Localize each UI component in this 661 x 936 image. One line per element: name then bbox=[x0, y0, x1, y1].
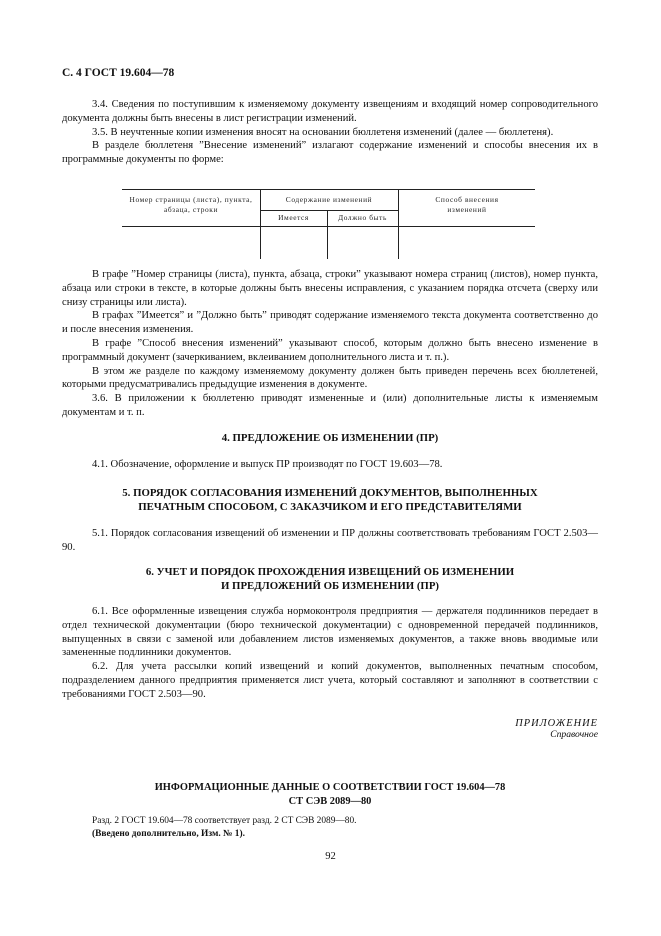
info-text bbox=[92, 815, 357, 841]
info-title: ИНФОРМАЦИОННЫЕ ДАННЫЕ О СООТВЕТСТВИИ ГОСТ 19.604—78 СТ СЭВ 2089—80 bbox=[154, 782, 506, 807]
paragraph-bulletin-intro: В разделе бюллетеня ”Внесение изменений” излагают содержание изменений и способы внесения их в программные документы по форме: bbox=[62, 140, 598, 166]
paragraph-3-6: 3.6. В приложении к бюллетеню приводят измененные и (или) дополнительные листы к изменяемым документам и т. п. bbox=[62, 393, 598, 418]
info-line-2: (Введено дополнительно, Изм. № 1). bbox=[92, 829, 245, 839]
paragraph-existing-column: В графах ”Имеется” и ”Должно быть” приводят содержание изменяемого текста документа соответственно до и после внесения изменения. bbox=[62, 310, 598, 336]
section-5-title: 5. ПОРЯДОК СОГЛАСОВАНИЯ ИЗМЕНЕНИЙ ДОКУМЕНТОВ, ВЫПОЛНЕННЫХ ПЕЧАТНЫМ СПОСОБОМ, С ЗАКАЗЧИКОМ И ЕГО ПРЕДСТАВИТЕЛЯМИ bbox=[122, 487, 538, 513]
info-line-1: Разд. 2 ГОСТ 19.604—78 соответствует разд. 2 СТ СЭВ 2089—80. bbox=[92, 816, 357, 826]
column-change-method: Способ внесения изменений bbox=[435, 195, 499, 214]
paragraph-method-column: В графе ”Способ внесения изменений” указывают способ, которым должно быть внесено изменение в программный документ (зачеркиванием, вклеиванием дополнительного листа и т. п.). bbox=[62, 337, 598, 363]
appendix-label: ПРИЛОЖЕНИЕ Справочное bbox=[515, 718, 598, 740]
middle-paragraphs bbox=[62, 268, 598, 420]
paragraph-bulletin-list: В этом же разделе по каждому изменяемому документу должен быть приведен перечень всех бюллетеней, которыми предусматривались предыдущие изменения в документе. bbox=[62, 365, 598, 391]
paragraph-3-4: 3.4. Сведения по поступившим к изменяемому документу извещениям и входящий номер сопроводительного документа должны быть внесены в лист регистрации изменений. bbox=[62, 99, 598, 124]
page-number: 92 bbox=[325, 851, 336, 862]
section-6 bbox=[62, 566, 598, 593]
section-4 bbox=[62, 432, 598, 446]
paragraph-4-1: 4.1. Обозначение, оформление и выпуск ПР производят по ГОСТ 19.603—78. bbox=[92, 459, 443, 470]
change-form-table bbox=[122, 189, 535, 259]
section-5 bbox=[62, 487, 598, 514]
section-6-title: 6. УЧЕТ И ПОРЯДОК ПРОХОЖДЕНИЯ ИЗВЕЩЕНИЙ ОБ ИЗМЕНЕНИИ И ПРЕДЛОЖЕНИЙ ОБ ИЗМЕНЕНИИ (ПР) bbox=[145, 566, 515, 592]
paragraph-page-number-column: В графе ”Номер страницы (листа), пункта, абзаца, строки” указывают номера страниц (листов), номер пункта, абзаца или строки в тексте, в которые должны быть внесены исправления, с указанием порядка отсчета (сверху или снизу страницы или листа). bbox=[62, 269, 598, 308]
paragraph-6-1: 6.1. Все оформленные извещения служба нормоконтроля предприятия — держателя подлинников передает в отдел технической документации (бюро технической документации) с одновременной передачей подлинников, выпущенных в связи с заменой или добавлением листов изменяемых документов, а также вновь вводимые или замененные подлинники документов. bbox=[62, 606, 598, 659]
column-change-content: Содержание изменений bbox=[285, 195, 373, 204]
paragraph-3-5: 3.5. В неучтенные копии изменения вносят на основании бюллетеня изменений (далее — бюллетеня). bbox=[92, 126, 554, 138]
paragraph-5-1: 5.1. Порядок согласования извещений об изменении и ПР должны соответствовать требованиям ГОСТ 2.503—90. bbox=[62, 528, 598, 553]
page-header: С. 4 ГОСТ 19.604—78 bbox=[62, 67, 175, 79]
top-paragraphs bbox=[62, 98, 598, 167]
column-existing: Имеется bbox=[278, 213, 309, 222]
column-page-number: Номер страницы (листа), пункта, абзаца, строки bbox=[129, 195, 253, 214]
column-should-be: Должно быть bbox=[338, 213, 387, 222]
section-4-title: 4. ПРЕДЛОЖЕНИЕ ОБ ИЗМЕНЕНИИ (ПР) bbox=[221, 432, 439, 444]
paragraph-6-2: 6.2. Для учета рассылки копий извещений и копий документов, выполненных печатным способом, подразделением данного предприятия применяется лист учета, который составляют и заполняют в соответствии с требованиями ГОСТ 2.503—90. bbox=[62, 661, 598, 700]
